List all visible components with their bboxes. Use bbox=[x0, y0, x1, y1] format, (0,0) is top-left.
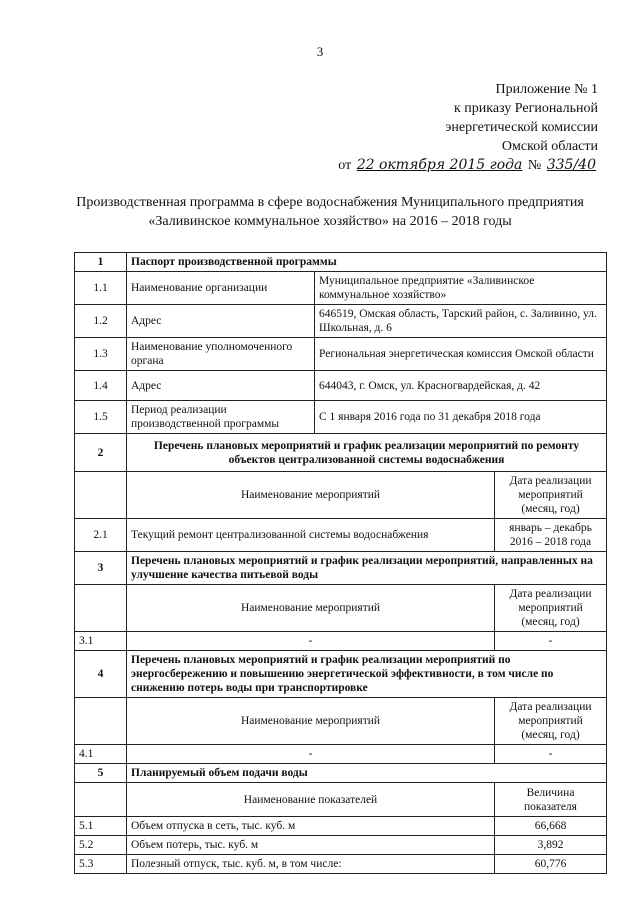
column-header-row bbox=[75, 698, 607, 745]
section-number: 4 bbox=[75, 651, 127, 698]
section-number: 1 bbox=[75, 253, 127, 272]
row-label: Адрес bbox=[127, 371, 315, 401]
appendix-line-2: к приказу Региональной bbox=[453, 101, 598, 116]
row-date: - bbox=[495, 745, 607, 764]
table-row bbox=[75, 817, 607, 836]
row-date: - bbox=[495, 632, 607, 651]
section-2-header bbox=[75, 434, 607, 472]
table-row bbox=[75, 632, 607, 651]
section-title: Планируемый объем подачи воды bbox=[127, 764, 607, 783]
section-number: 3 bbox=[75, 552, 127, 585]
row-number: 1.4 bbox=[75, 371, 127, 401]
row-value: 66,668 bbox=[495, 817, 607, 836]
section-title: Перечень плановых мероприятий и график реализации мероприятий, направленных на улучшение качества питьевой воды bbox=[127, 552, 607, 585]
row-value: С 1 января 2016 года по 31 декабря 2018 года bbox=[315, 401, 607, 434]
row-number: 2.1 bbox=[75, 519, 127, 552]
table-row bbox=[75, 745, 607, 764]
number-label: № bbox=[527, 158, 542, 173]
number-signature: 335/40 bbox=[546, 157, 596, 173]
row-value: Муниципальное предприятие «Заливинское коммунальное хозяйство» bbox=[315, 272, 607, 305]
row-date: январь – декабрь 2016 – 2018 года bbox=[495, 519, 607, 552]
table-row bbox=[75, 855, 607, 874]
program-table bbox=[74, 252, 607, 874]
row-number: 1.1 bbox=[75, 272, 127, 305]
row-value: 60,776 bbox=[495, 855, 607, 874]
empty-cell bbox=[75, 472, 127, 519]
row-name: Текущий ремонт централизованной системы водоснабжения bbox=[127, 519, 495, 552]
appendix-date-line bbox=[338, 156, 598, 175]
appendix-line-3: энергетической комиссии bbox=[445, 120, 598, 135]
table-row bbox=[75, 272, 607, 305]
table-row bbox=[75, 836, 607, 855]
from-label: от bbox=[338, 158, 352, 173]
section-3-header bbox=[75, 552, 607, 585]
row-number: 1.3 bbox=[75, 338, 127, 371]
empty-cell bbox=[75, 698, 127, 745]
date-signature: 22 октября 2015 года bbox=[356, 157, 523, 173]
column-header-date: Дата реализации мероприятий (месяц, год) bbox=[495, 585, 607, 632]
column-header-name: Наименование показателей bbox=[127, 783, 495, 817]
row-name: - bbox=[127, 745, 495, 764]
row-number: 1.2 bbox=[75, 305, 127, 338]
section-number: 2 bbox=[75, 434, 127, 472]
document-title: Производственная программа в сфере водоснабжения Муниципального предприятия «Заливинское коммунальное хозяйство» на 2016 – 2018 годы bbox=[76, 195, 584, 229]
table-row bbox=[75, 401, 607, 434]
column-header-row bbox=[75, 472, 607, 519]
row-name: Объем отпуска в сеть, тыс. куб. м bbox=[127, 817, 495, 836]
row-label: Наименование уполномоченного органа bbox=[127, 338, 315, 371]
row-number: 4.1 bbox=[75, 745, 127, 764]
section-title: Паспорт производственной программы bbox=[127, 253, 607, 272]
appendix-line-4: Омской области bbox=[501, 139, 598, 154]
empty-cell bbox=[75, 585, 127, 632]
row-name: Полезный отпуск, тыс. куб. м, в том числе: bbox=[127, 855, 495, 874]
page-number: 3 bbox=[316, 44, 324, 59]
column-header-name: Наименование мероприятий bbox=[127, 585, 495, 632]
row-value: Региональная энергетическая комиссия Омской области bbox=[315, 338, 607, 371]
column-header-row bbox=[75, 585, 607, 632]
section-4-header bbox=[75, 651, 607, 698]
row-label: Период реализации производственной программы bbox=[127, 401, 315, 434]
column-header-date: Дата реализации мероприятий (месяц, год) bbox=[495, 698, 607, 745]
row-number: 5.1 bbox=[75, 817, 127, 836]
row-name: Объем потерь, тыс. куб. м bbox=[127, 836, 495, 855]
row-name: - bbox=[127, 632, 495, 651]
section-title: Перечень плановых мероприятий и график реализации мероприятий по ремонту объектов централизованной системы водоснабжения bbox=[127, 434, 607, 472]
row-number: 5.3 bbox=[75, 855, 127, 874]
section-5-header bbox=[75, 764, 607, 783]
row-value: 3,892 bbox=[495, 836, 607, 855]
empty-cell bbox=[75, 783, 127, 817]
column-header-date: Дата реализации мероприятий (месяц, год) bbox=[495, 472, 607, 519]
section-number: 5 bbox=[75, 764, 127, 783]
row-value: 644043, г. Омск, ул. Красногвардейская, д. 42 bbox=[315, 371, 607, 401]
table-row bbox=[75, 519, 607, 552]
row-label: Наименование организации bbox=[127, 272, 315, 305]
appendix-line-1: Приложение № 1 bbox=[495, 82, 598, 97]
row-label: Адрес bbox=[127, 305, 315, 338]
row-number: 3.1 bbox=[75, 632, 127, 651]
column-header-name: Наименование мероприятий bbox=[127, 472, 495, 519]
row-number: 1.5 bbox=[75, 401, 127, 434]
table-row bbox=[75, 371, 607, 401]
section-title: Перечень плановых мероприятий и график реализации мероприятий по энергосбережению и повышению энергетической эффективности, в том числе по снижению потерь воды при транспортировке bbox=[127, 651, 607, 698]
section-1-header bbox=[75, 253, 607, 272]
appendix-header bbox=[338, 80, 598, 175]
column-header-name: Наименование мероприятий bbox=[127, 698, 495, 745]
row-number: 5.2 bbox=[75, 836, 127, 855]
column-header-row bbox=[75, 783, 607, 817]
row-value: 646519, Омская область, Тарский район, с. Заливино, ул. Школьная, д. 6 bbox=[315, 305, 607, 338]
table-row bbox=[75, 338, 607, 371]
table-row bbox=[75, 305, 607, 338]
column-header-value: Величина показателя bbox=[495, 783, 607, 817]
